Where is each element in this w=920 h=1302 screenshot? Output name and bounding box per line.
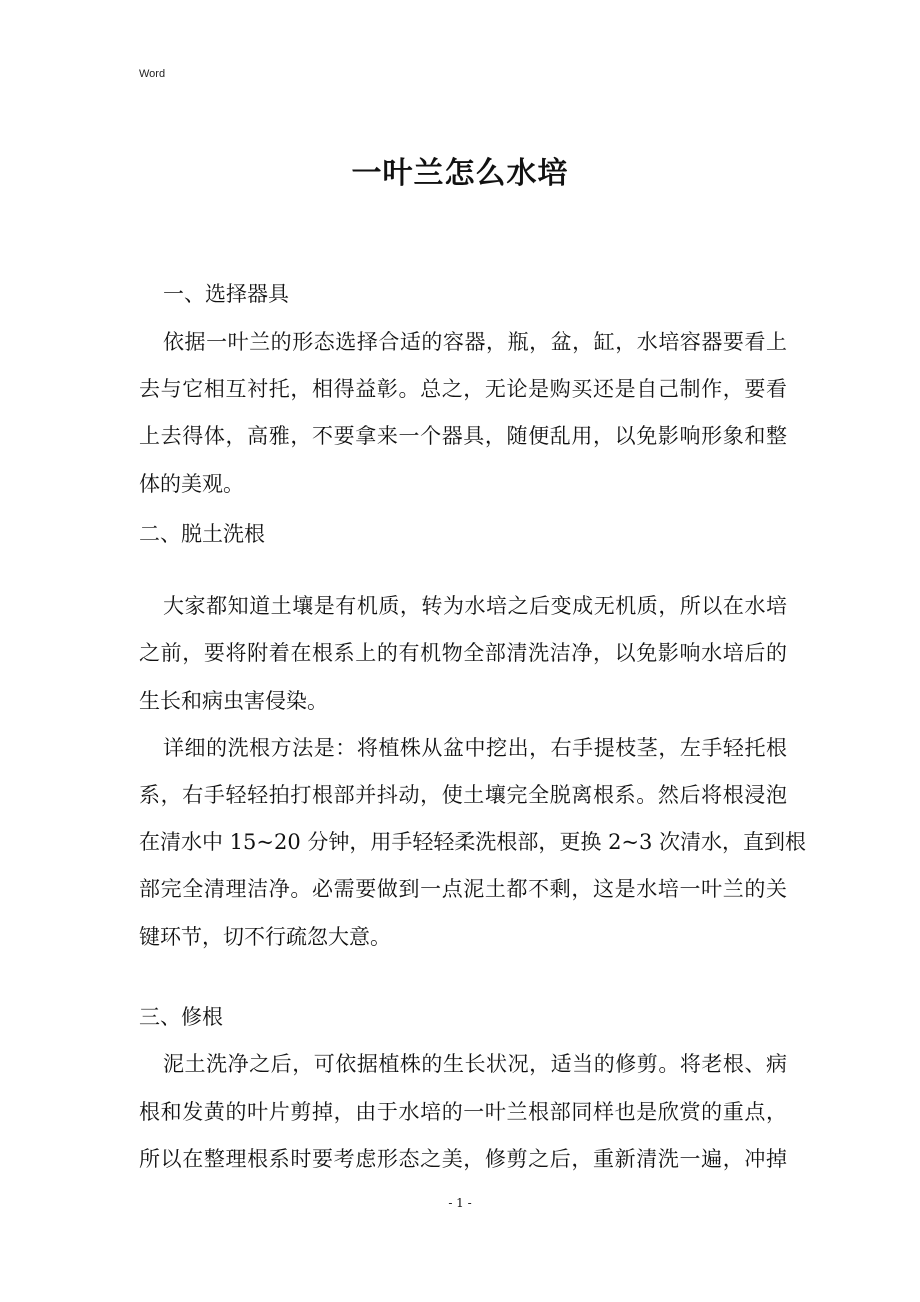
paragraph-line: 上去得体，高雅，不要拿来一个器具，随便乱用，以免影响形象和整	[139, 424, 787, 448]
paragraph-line: 键环节，切不行疏忽大意。	[139, 925, 391, 949]
paragraph-line: 部完全清理洁净。必需要做到一点泥土都不剩，这是水培一叶兰的关	[139, 877, 787, 901]
paragraph-line: 去与它相互衬托，相得益彰。总之，无论是购买还是自己制作，要看	[139, 377, 787, 401]
paragraph-line: 详细的洗根方法是：将植株从盆中挖出，右手提枝茎，左手轻托根	[163, 736, 787, 760]
header-label: Word	[139, 68, 166, 80]
section-heading: 一、选择器具	[163, 282, 289, 306]
page-number: - 1 -	[448, 1196, 472, 1210]
paragraph-line: 泥土洗净之后，可依据植株的生长状况，适当的修剪。将老根、病	[163, 1052, 787, 1076]
paragraph-line: 在清水中 15~20 分钟，用手轻轻柔洗根部，更换 2~3 次清水，直到根	[139, 830, 807, 854]
paragraph-line: 大家都知道土壤是有机质，转为水培之后变成无机质，所以在水培	[163, 594, 787, 618]
paragraph-line: 之前，要将附着在根系上的有机物全部清洗洁净，以免影响水培后的	[139, 641, 787, 665]
document-title: 一叶兰怎么水培	[351, 156, 569, 191]
section-heading: 二、脱土洗根	[139, 522, 265, 546]
paragraph-line: 根和发黄的叶片剪掉，由于水培的一叶兰根部同样也是欣赏的重点，	[139, 1100, 787, 1124]
section-heading: 三、修根	[139, 1005, 223, 1029]
paragraph-line: 体的美观。	[139, 472, 244, 496]
paragraph-line: 依据一叶兰的形态选择合适的容器，瓶，盆，缸，水培容器要看上	[163, 330, 787, 354]
paragraph-line: 所以在整理根系时要考虑形态之美，修剪之后，重新清洗一遍，冲掉	[139, 1147, 787, 1171]
paragraph-line: 系，右手轻轻拍打根部并抖动，使土壤完全脱离根系。然后将根浸泡	[139, 783, 787, 807]
paragraph-line: 生长和病虫害侵染。	[139, 689, 328, 713]
